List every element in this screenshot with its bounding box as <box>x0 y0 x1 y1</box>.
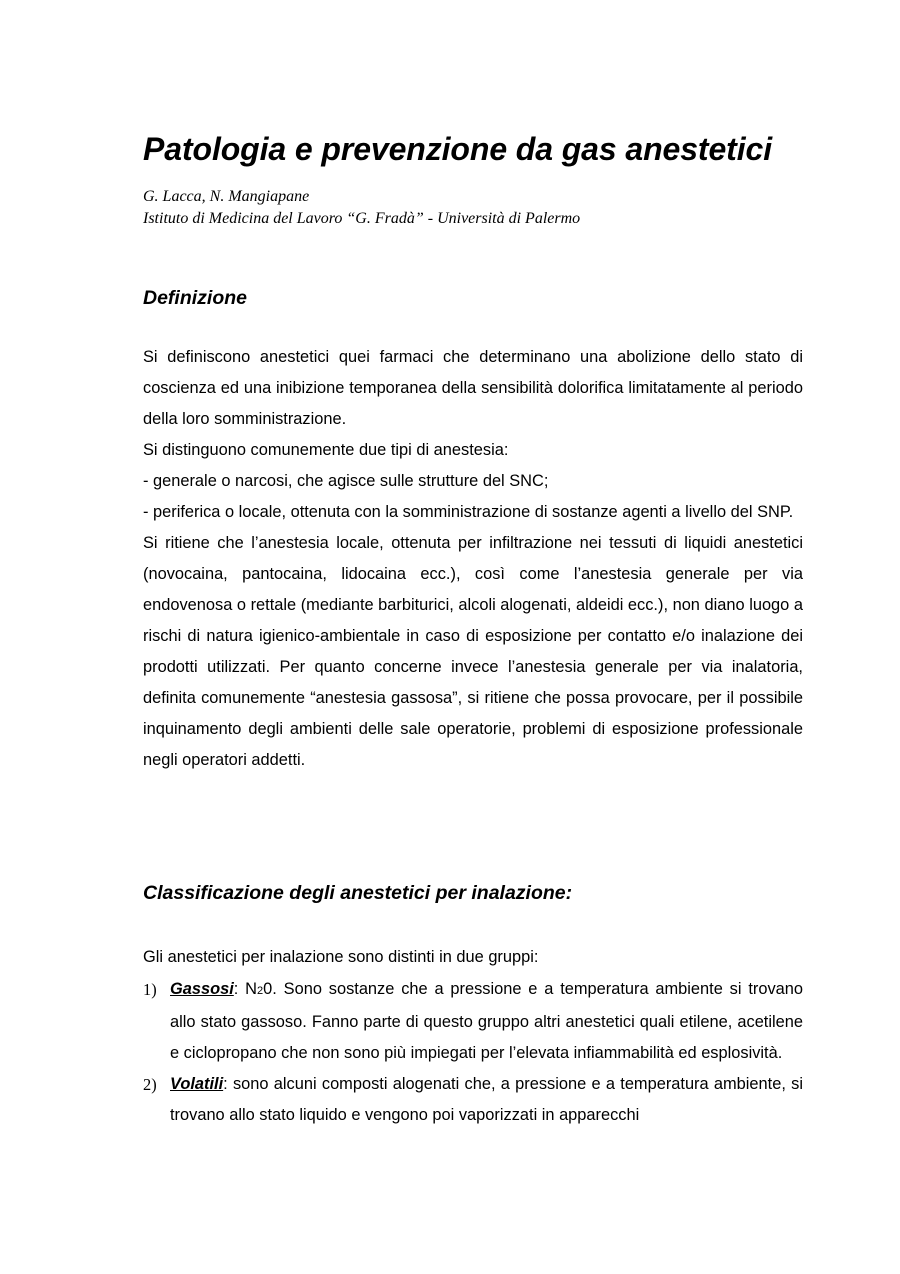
term-gassosi: Gassosi <box>170 980 234 998</box>
formula-n2o <box>245 980 272 998</box>
list-item: 1) Gassosi: N20. Sono sostanze che a pressione e a temperatura ambiente si trovano allo stato gassoso. Fanno parte di questo gruppo altri anestetici quali etilene, acetilene e ciclopropano che non sono più impiegati per l’elevata infiammabilità ed esplosività. <box>143 974 803 1069</box>
byline <box>143 186 580 230</box>
list-item-text: . Sono sostanze che a pressione e a temperatura ambiente si trovano allo stato gassoso. Fanno parte di questo gruppo altri anestetici quali etilene, acetilene e ciclopropano che non sono più impiegati per l’elevata infiammabilità ed esplosività. <box>170 980 803 1062</box>
formula-part: 0 <box>263 980 273 998</box>
list-number: 2) <box>143 1075 157 1094</box>
list-item <box>143 1069 803 1131</box>
affiliation: Istituto di Medicina del Lavoro “G. Fradà” - Università di Palermo <box>143 210 581 227</box>
section-heading-definizione: Definizione <box>143 287 248 309</box>
formula-subscript: 2 <box>257 985 264 997</box>
anesthetic-groups-list <box>143 974 803 1131</box>
formula-part: N <box>245 980 258 998</box>
paragraph: Gli anestetici per inalazione sono distinti in due gruppi: <box>143 948 539 966</box>
term-volatili: Volatili <box>170 1075 224 1093</box>
section-intro <box>143 942 803 973</box>
paragraph: - periferica o locale, ottenuta con la somministrazione di sostanze agenti a livello del SNP. <box>143 503 794 521</box>
paragraph: Si definiscono anestetici quei farmaci che determinano una abolizione dello stato di coscienza ed una inibizione temporanea della sensibilità dolorifica limitatamente al periodo della loro somministrazione. <box>143 348 803 428</box>
document-title: Patologia e prevenzione da gas anestetici <box>143 131 772 167</box>
list-item-text: : sono alcuni composti alogenati che, a pressione e a temperatura ambiente, si trovano allo stato liquido e vengono poi vaporizzati in apparecchi <box>170 1075 803 1124</box>
list-number: 1) <box>143 980 157 999</box>
paragraph: Si ritiene che l’anestesia locale, ottenuta per infiltrazione nei tessuti di liquidi anestetici (novocaina, pantocaina, lidocaina ecc.), così come l’anestesia generale per via endovenosa o rettale (mediante barbiturici, alcoli alogenati, aldeidi ecc.), non diano luogo a rischi di natura igienico-ambientale in caso di esposizione per contatto e/o inalazione dei prodotti utilizzati. Per quanto concerne invece l’anestesia generale per via inalatoria, definita comunemente “anestesia gassosa”, si ritiene che possa provocare, per il possibile inquinamento degli ambienti delle sale operatorie, problemi di esposizione professionale negli operatori addetti. <box>143 534 803 769</box>
paragraph: Si distinguono comunemente due tipi di anestesia: <box>143 441 509 459</box>
section-heading-classificazione: Classificazione degli anestetici per inalazione: <box>143 882 573 904</box>
authors: G. Lacca, N. Mangiapane <box>143 188 310 205</box>
section-body-definizione <box>143 342 803 776</box>
paragraph: - generale o narcosi, che agisce sulle strutture del SNC; <box>143 472 549 490</box>
